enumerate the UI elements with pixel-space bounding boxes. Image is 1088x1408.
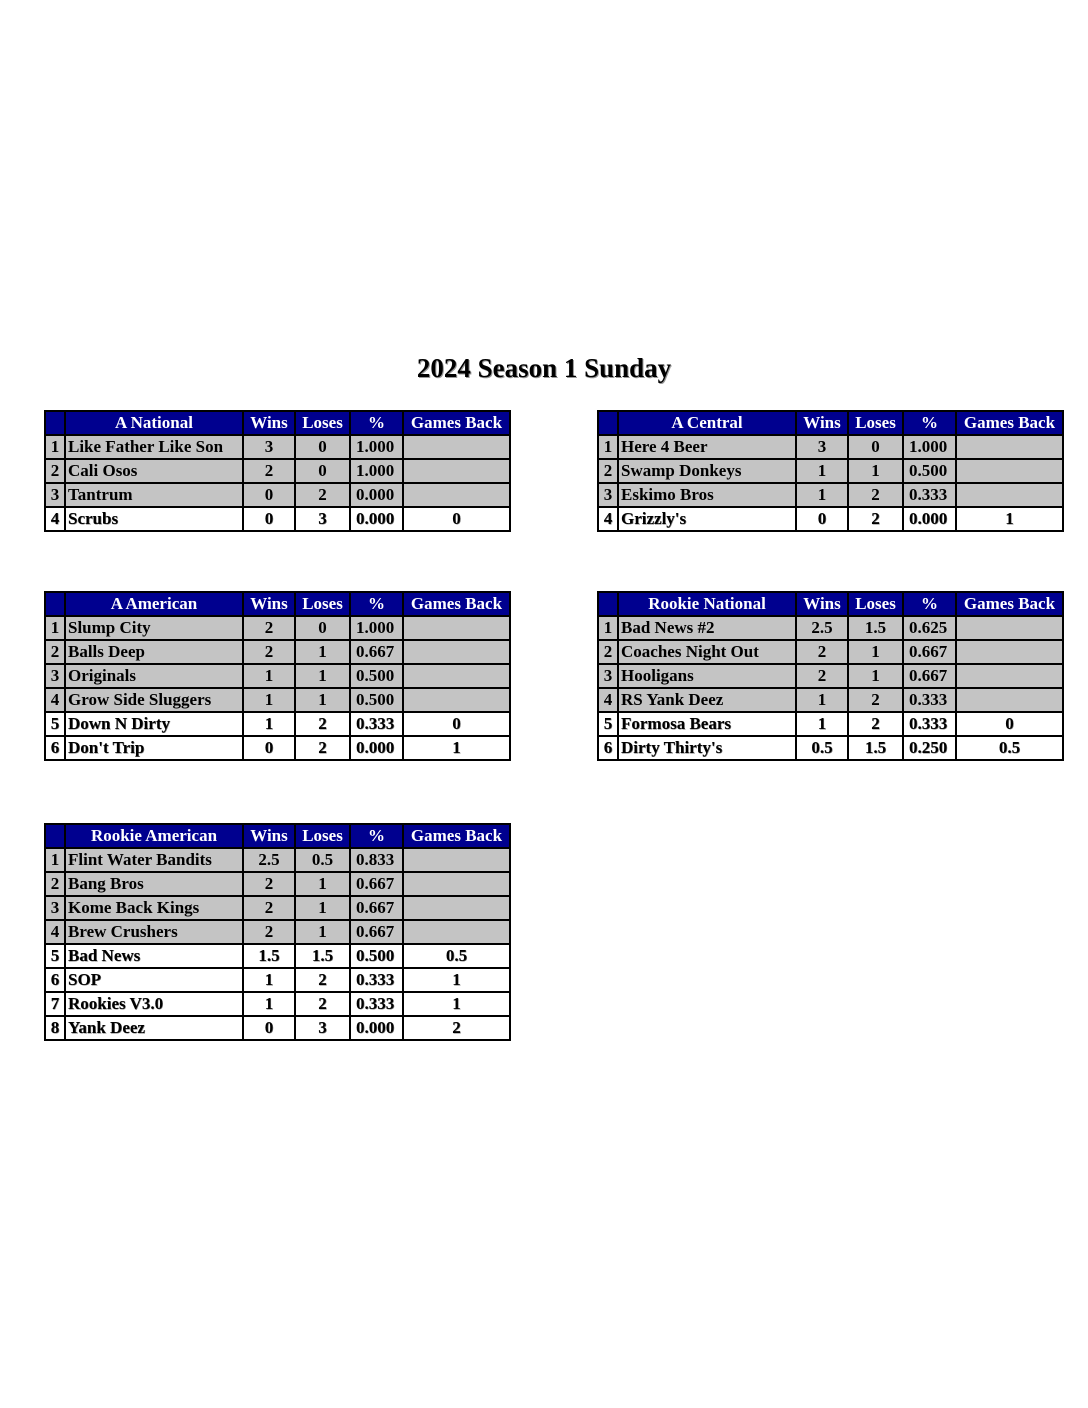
team-pct: 0.667: [350, 920, 403, 944]
team-wins: 2: [796, 640, 848, 664]
table-row: [45, 507, 510, 531]
team-pct: 1.000: [903, 435, 956, 459]
team-wins: 1: [243, 688, 295, 712]
team-pct: 1.000: [350, 459, 403, 483]
team-pct: 0.333: [350, 968, 403, 992]
team-games-back: [403, 848, 510, 872]
team-name: Dirty Thirty's: [618, 736, 796, 760]
division-name: Rookie American: [65, 824, 243, 848]
table-row: [45, 992, 510, 1016]
table-row: [598, 688, 1063, 712]
team-loses: 0: [295, 616, 350, 640]
team-name: RS Yank Deez: [618, 688, 796, 712]
table-row: [45, 944, 510, 968]
header-loses: Loses: [295, 592, 350, 616]
team-pct: 0.000: [903, 507, 956, 531]
header-wins: Wins: [243, 411, 295, 435]
team-rank: 2: [45, 872, 65, 896]
team-loses: 2: [295, 992, 350, 1016]
team-name: Cali Osos: [65, 459, 243, 483]
team-loses: 1: [295, 664, 350, 688]
team-pct: 0.333: [903, 688, 956, 712]
team-wins: 3: [243, 435, 295, 459]
team-games-back: [403, 616, 510, 640]
table-row: [598, 736, 1063, 760]
team-pct: 1.000: [350, 616, 403, 640]
team-loses: 1.5: [295, 944, 350, 968]
team-wins: 0: [243, 736, 295, 760]
team-rank: 2: [45, 459, 65, 483]
table-row: [598, 664, 1063, 688]
team-rank: 3: [598, 483, 618, 507]
team-games-back: [956, 688, 1063, 712]
team-pct: 0.500: [903, 459, 956, 483]
standings-table-a-american: [44, 591, 511, 761]
team-games-back: [956, 664, 1063, 688]
team-pct: 0.250: [903, 736, 956, 760]
team-name: Scrubs: [65, 507, 243, 531]
team-name: Slump City: [65, 616, 243, 640]
team-wins: 1: [243, 968, 295, 992]
standings-table-rookie-american: [44, 823, 511, 1041]
header-rank: [598, 411, 618, 435]
team-wins: 1: [243, 712, 295, 736]
standings-table-a-central: [597, 410, 1064, 532]
team-loses: 1: [295, 688, 350, 712]
table-row: [45, 483, 510, 507]
team-rank: 2: [45, 640, 65, 664]
team-loses: 1: [295, 896, 350, 920]
team-loses: 0: [848, 435, 903, 459]
table-row: [598, 507, 1063, 531]
team-name: Bad News #2: [618, 616, 796, 640]
table-row: [45, 920, 510, 944]
table-row: [45, 872, 510, 896]
team-name: Hooligans: [618, 664, 796, 688]
team-name: Grow Side Sluggers: [65, 688, 243, 712]
division-name: A Central: [618, 411, 796, 435]
team-rank: 3: [45, 483, 65, 507]
team-name: Swamp Donkeys: [618, 459, 796, 483]
team-games-back: 0: [956, 712, 1063, 736]
header-pct: %: [350, 411, 403, 435]
team-name: Balls Deep: [65, 640, 243, 664]
team-pct: 0.500: [350, 664, 403, 688]
team-name: Bad News: [65, 944, 243, 968]
team-rank: 1: [45, 435, 65, 459]
team-rank: 3: [45, 664, 65, 688]
team-rank: 2: [598, 640, 618, 664]
team-pct: 0.833: [350, 848, 403, 872]
team-games-back: [403, 896, 510, 920]
team-loses: 1: [848, 640, 903, 664]
team-games-back: [403, 872, 510, 896]
team-name: Brew Crushers: [65, 920, 243, 944]
team-games-back: [403, 640, 510, 664]
team-pct: 0.000: [350, 483, 403, 507]
table-row: [598, 459, 1063, 483]
table-row: [45, 435, 510, 459]
team-loses: 0: [295, 459, 350, 483]
header-wins: Wins: [243, 824, 295, 848]
team-rank: 8: [45, 1016, 65, 1040]
table-header-row: [45, 824, 510, 848]
team-pct: 0.500: [350, 944, 403, 968]
team-loses: 0.5: [295, 848, 350, 872]
header-pct: %: [903, 592, 956, 616]
team-wins: 2: [243, 872, 295, 896]
team-pct: 0.667: [350, 640, 403, 664]
team-pct: 0.667: [903, 640, 956, 664]
team-games-back: 0.5: [403, 944, 510, 968]
team-rank: 3: [45, 896, 65, 920]
header-rank: [45, 592, 65, 616]
header-rank: [598, 592, 618, 616]
team-games-back: [956, 435, 1063, 459]
team-name: Coaches Night Out: [618, 640, 796, 664]
team-games-back: 1: [956, 507, 1063, 531]
team-name: Bang Bros: [65, 872, 243, 896]
team-loses: 2: [848, 507, 903, 531]
team-name: SOP: [65, 968, 243, 992]
team-games-back: [956, 616, 1063, 640]
division-name: Rookie National: [618, 592, 796, 616]
team-wins: 1.5: [243, 944, 295, 968]
team-pct: 0.333: [350, 712, 403, 736]
header-pct: %: [350, 824, 403, 848]
team-wins: 2: [243, 459, 295, 483]
team-name: Eskimo Bros: [618, 483, 796, 507]
header-games-back: Games Back: [956, 592, 1063, 616]
team-wins: 2: [243, 896, 295, 920]
division-name: A American: [65, 592, 243, 616]
team-wins: 2: [796, 664, 848, 688]
team-rank: 5: [45, 944, 65, 968]
team-rank: 6: [45, 736, 65, 760]
header-loses: Loses: [848, 411, 903, 435]
team-pct: 0.000: [350, 736, 403, 760]
team-games-back: [956, 459, 1063, 483]
table-header-row: [598, 411, 1063, 435]
team-games-back: 0: [403, 507, 510, 531]
team-wins: 0: [243, 507, 295, 531]
team-name: Don't Trip: [65, 736, 243, 760]
division-name: A National: [65, 411, 243, 435]
team-wins: 2.5: [243, 848, 295, 872]
team-games-back: 1: [403, 992, 510, 1016]
table-row: [45, 459, 510, 483]
team-loses: 2: [848, 483, 903, 507]
team-rank: 1: [598, 435, 618, 459]
team-rank: 4: [45, 920, 65, 944]
header-wins: Wins: [243, 592, 295, 616]
team-pct: 0.500: [350, 688, 403, 712]
team-games-back: [956, 483, 1063, 507]
team-rank: 1: [45, 848, 65, 872]
header-rank: [45, 411, 65, 435]
team-wins: 1: [243, 992, 295, 1016]
page-title: 2024 Season 1 Sunday: [416, 353, 672, 383]
header-games-back: Games Back: [403, 824, 510, 848]
team-pct: 0.333: [903, 712, 956, 736]
team-name: Down N Dirty: [65, 712, 243, 736]
team-wins: 1: [796, 459, 848, 483]
team-rank: 6: [45, 968, 65, 992]
team-loses: 3: [295, 507, 350, 531]
team-rank: 4: [598, 507, 618, 531]
header-games-back: Games Back: [956, 411, 1063, 435]
table-row: [45, 848, 510, 872]
team-name: Flint Water Bandits: [65, 848, 243, 872]
team-loses: 3: [295, 1016, 350, 1040]
team-wins: 2.5: [796, 616, 848, 640]
table-header-row: [598, 592, 1063, 616]
table-row: [598, 640, 1063, 664]
table-row: [45, 896, 510, 920]
team-name: Yank Deez: [65, 1016, 243, 1040]
team-rank: 6: [598, 736, 618, 760]
team-wins: 0.5: [796, 736, 848, 760]
team-loses: 2: [848, 712, 903, 736]
team-games-back: [403, 435, 510, 459]
table-row: [45, 640, 510, 664]
team-wins: 2: [243, 616, 295, 640]
team-games-back: [403, 688, 510, 712]
team-rank: 4: [45, 507, 65, 531]
table-row: [45, 1016, 510, 1040]
team-rank: 5: [45, 712, 65, 736]
team-rank: 1: [45, 616, 65, 640]
team-games-back: 0.5: [956, 736, 1063, 760]
header-wins: Wins: [796, 592, 848, 616]
team-loses: 2: [295, 712, 350, 736]
header-rank: [45, 824, 65, 848]
team-games-back: 1: [403, 968, 510, 992]
team-games-back: [403, 664, 510, 688]
team-wins: 2: [243, 640, 295, 664]
team-wins: 1: [796, 712, 848, 736]
team-rank: 2: [598, 459, 618, 483]
table-row: [598, 616, 1063, 640]
team-loses: 2: [295, 483, 350, 507]
team-games-back: [956, 640, 1063, 664]
team-wins: 2: [243, 920, 295, 944]
team-games-back: 2: [403, 1016, 510, 1040]
team-pct: 0.667: [350, 896, 403, 920]
team-games-back: 1: [403, 736, 510, 760]
header-pct: %: [350, 592, 403, 616]
team-pct: 0.333: [903, 483, 956, 507]
team-wins: 0: [243, 483, 295, 507]
team-name: Grizzly's: [618, 507, 796, 531]
team-rank: 1: [598, 616, 618, 640]
team-wins: 0: [243, 1016, 295, 1040]
team-loses: 2: [295, 968, 350, 992]
team-pct: 0.625: [903, 616, 956, 640]
table-header-row: [45, 411, 510, 435]
team-pct: 0.667: [903, 664, 956, 688]
team-pct: 0.333: [350, 992, 403, 1016]
table-row: [598, 435, 1063, 459]
header-games-back: Games Back: [403, 592, 510, 616]
team-name: Like Father Like Son: [65, 435, 243, 459]
team-pct: 1.000: [350, 435, 403, 459]
team-loses: 1: [848, 664, 903, 688]
team-loses: 1.5: [848, 616, 903, 640]
header-pct: %: [903, 411, 956, 435]
team-games-back: [403, 920, 510, 944]
team-pct: 0.000: [350, 507, 403, 531]
table-row: [45, 688, 510, 712]
table-row: [598, 483, 1063, 507]
team-loses: 1.5: [848, 736, 903, 760]
header-wins: Wins: [796, 411, 848, 435]
team-games-back: [403, 459, 510, 483]
standings-table-rookie-national: [597, 591, 1064, 761]
team-pct: 0.667: [350, 872, 403, 896]
team-name: Formosa Bears: [618, 712, 796, 736]
team-name: Kome Back Kings: [65, 896, 243, 920]
team-rank: 3: [598, 664, 618, 688]
header-loses: Loses: [295, 411, 350, 435]
header-loses: Loses: [848, 592, 903, 616]
team-loses: 0: [295, 435, 350, 459]
team-wins: 1: [796, 483, 848, 507]
table-row: [45, 712, 510, 736]
table-row: [598, 712, 1063, 736]
team-loses: 1: [295, 640, 350, 664]
team-loses: 1: [295, 872, 350, 896]
team-name: Originals: [65, 664, 243, 688]
team-games-back: 0: [403, 712, 510, 736]
team-games-back: [403, 483, 510, 507]
standings-table-a-national: [44, 410, 511, 532]
team-pct: 0.000: [350, 1016, 403, 1040]
team-rank: 4: [598, 688, 618, 712]
team-loses: 1: [848, 459, 903, 483]
header-loses: Loses: [295, 824, 350, 848]
table-header-row: [45, 592, 510, 616]
team-rank: 4: [45, 688, 65, 712]
table-row: [45, 968, 510, 992]
team-loses: 2: [848, 688, 903, 712]
team-wins: 0: [796, 507, 848, 531]
team-wins: 1: [796, 688, 848, 712]
table-row: [45, 616, 510, 640]
table-row: [45, 736, 510, 760]
table-row: [45, 664, 510, 688]
team-wins: 3: [796, 435, 848, 459]
header-games-back: Games Back: [403, 411, 510, 435]
team-loses: 2: [295, 736, 350, 760]
team-wins: 1: [243, 664, 295, 688]
team-name: Tantrum: [65, 483, 243, 507]
team-loses: 1: [295, 920, 350, 944]
team-rank: 7: [45, 992, 65, 1016]
team-name: Rookies V3.0: [65, 992, 243, 1016]
team-rank: 5: [598, 712, 618, 736]
team-name: Here 4 Beer: [618, 435, 796, 459]
